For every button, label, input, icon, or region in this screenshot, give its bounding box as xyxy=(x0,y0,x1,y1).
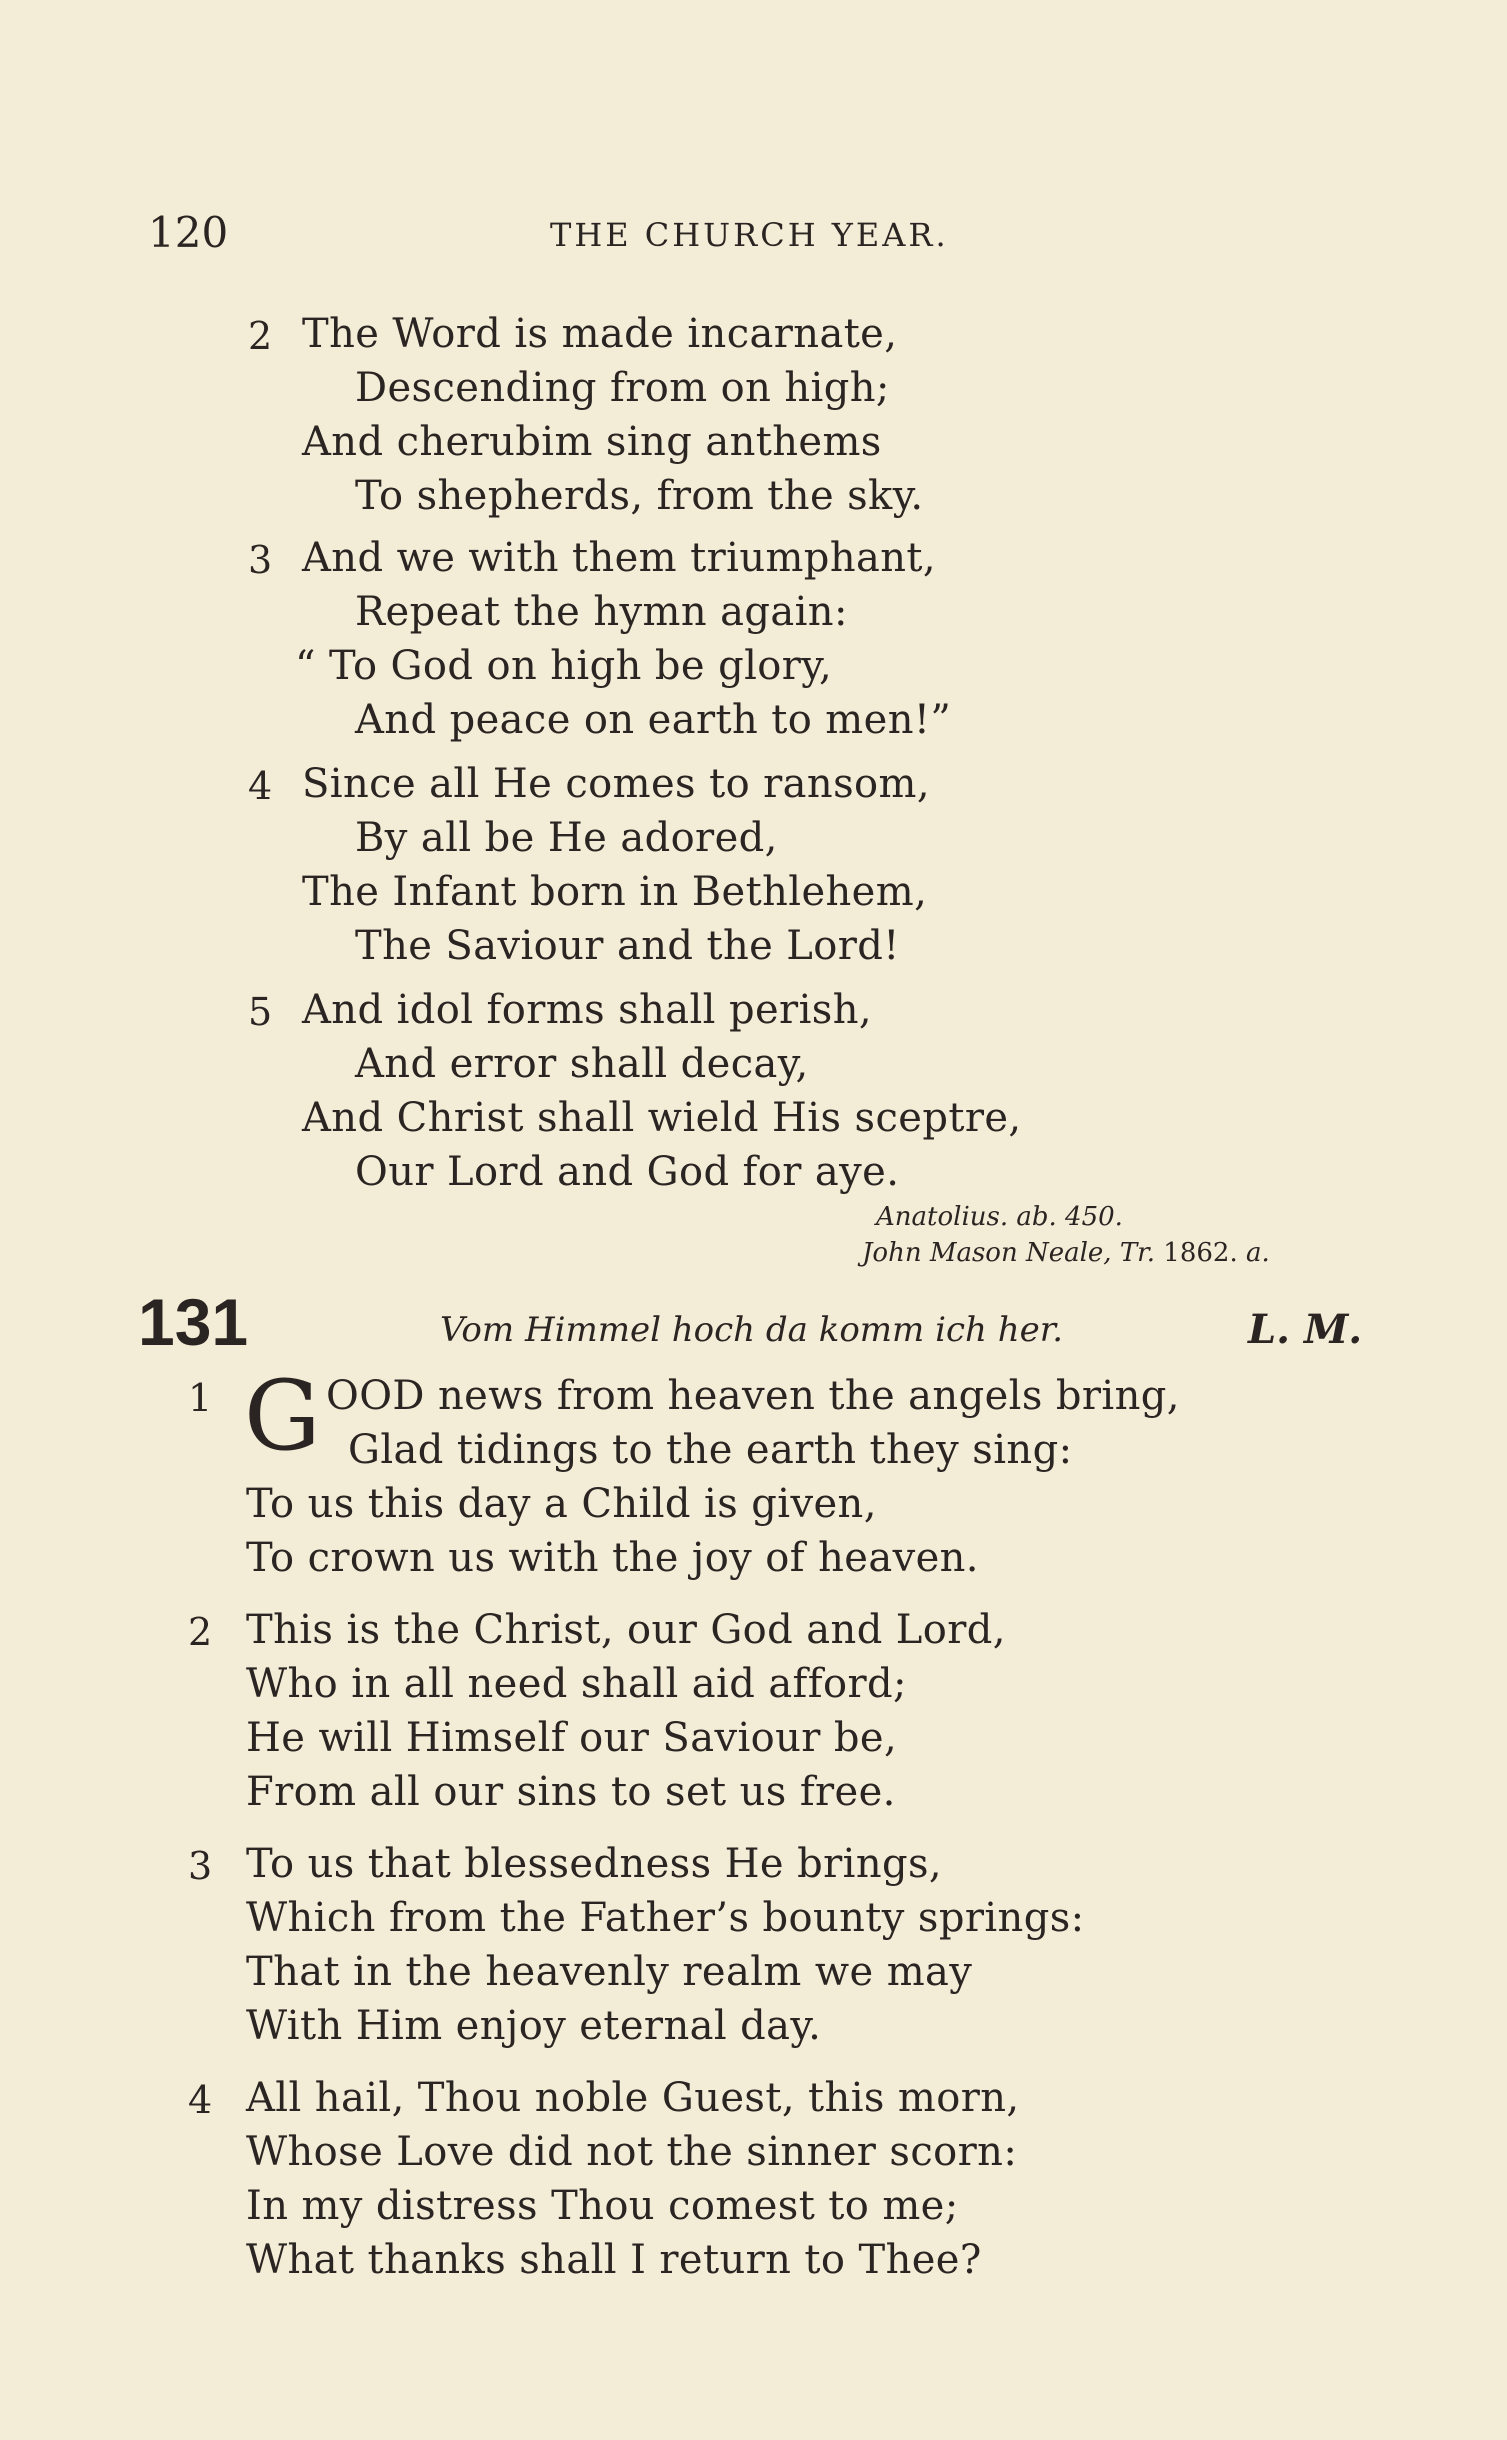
verse-line: And cherubim sing anthems xyxy=(302,419,882,465)
verse-line: Which from the Father’s bounty springs: xyxy=(246,1895,1085,1941)
verse-line: And error shall decay, xyxy=(355,1041,809,1087)
verse-number: 3 xyxy=(248,538,273,582)
verse-line: In my distress Thou comest to me; xyxy=(246,2183,959,2229)
verse-line: With Him enjoy eternal day. xyxy=(246,2003,822,2049)
translator-suffix: a. xyxy=(1245,1238,1270,1268)
verse-number: 3 xyxy=(188,1844,213,1888)
translator-attribution xyxy=(862,1238,1270,1268)
author-attribution xyxy=(876,1202,1123,1232)
verse-line: To us this day a Child is given, xyxy=(246,1481,877,1527)
verse-line: The Word is made incarnate, xyxy=(302,311,898,357)
hymn-number: 131 xyxy=(138,1285,249,1359)
verse-line: This is the Christ, our God and Lord, xyxy=(246,1607,1006,1653)
verse-line: All hail, Thou noble Guest, this morn, xyxy=(246,2075,1020,2121)
verse-line: Since all He comes to ransom, xyxy=(302,761,930,807)
verse-number: 5 xyxy=(248,990,273,1034)
author-name: Anatolius. xyxy=(876,1202,1009,1232)
verse-line: The Saviour and the Lord! xyxy=(355,923,900,969)
verse-line: Who in all need shall aid afford; xyxy=(246,1661,907,1707)
running-title: THE CHURCH YEAR. xyxy=(550,216,949,254)
verse-line: By all be He adored, xyxy=(355,815,778,861)
translator-name: John Mason Neale, Tr. xyxy=(862,1238,1156,1268)
verse-line: The Infant born in Bethlehem, xyxy=(302,869,928,915)
verse-line: To crown us with the joy of heaven. xyxy=(246,1535,979,1581)
verse-number: 4 xyxy=(188,2078,213,2122)
page-number: 120 xyxy=(148,208,229,257)
verse-line: That in the heavenly realm we may xyxy=(246,1949,973,1995)
drop-cap: G xyxy=(244,1360,321,1472)
verse-line: And idol forms shall perish, xyxy=(302,987,872,1033)
verse-line: Descending from on high; xyxy=(355,365,890,411)
verse-number: 1 xyxy=(188,1376,213,1420)
translator-date: 1862. xyxy=(1163,1238,1238,1268)
verse-line: Whose Love did not the sinner scorn: xyxy=(246,2129,1018,2175)
meter: L. M. xyxy=(1248,1306,1363,1353)
verse-line: And Christ shall wield His sceptre, xyxy=(302,1095,1022,1141)
author-date: ab. 450. xyxy=(1016,1202,1123,1232)
verse-line: What thanks shall I return to Thee? xyxy=(246,2237,982,2283)
verse-line: From all our sins to set us free. xyxy=(246,1769,896,1815)
verse-line: “ To God on high be glory, xyxy=(295,643,833,689)
verse-line: Our Lord and God for aye. xyxy=(355,1149,900,1195)
verse-line: Repeat the hymn again: xyxy=(355,589,848,635)
verse-line: And we with them triumphant, xyxy=(302,535,936,581)
tune-name: Vom Himmel hoch da komm ich her. xyxy=(440,1310,1064,1350)
verse-line: And peace on earth to men!” xyxy=(355,697,952,743)
verse-line: OOD news from heaven the angels bring, xyxy=(326,1373,1180,1419)
verse-number: 2 xyxy=(188,1610,213,1654)
verse-line: To shepherds, from the sky. xyxy=(355,473,924,519)
verse-line: He will Himself our Saviour be, xyxy=(246,1715,898,1761)
verse-number: 2 xyxy=(248,314,273,358)
verse-line: To us that blessedness He brings, xyxy=(246,1841,943,1887)
verse-number: 4 xyxy=(248,764,273,808)
verse-line: Glad tidings to the earth they sing: xyxy=(348,1427,1073,1473)
